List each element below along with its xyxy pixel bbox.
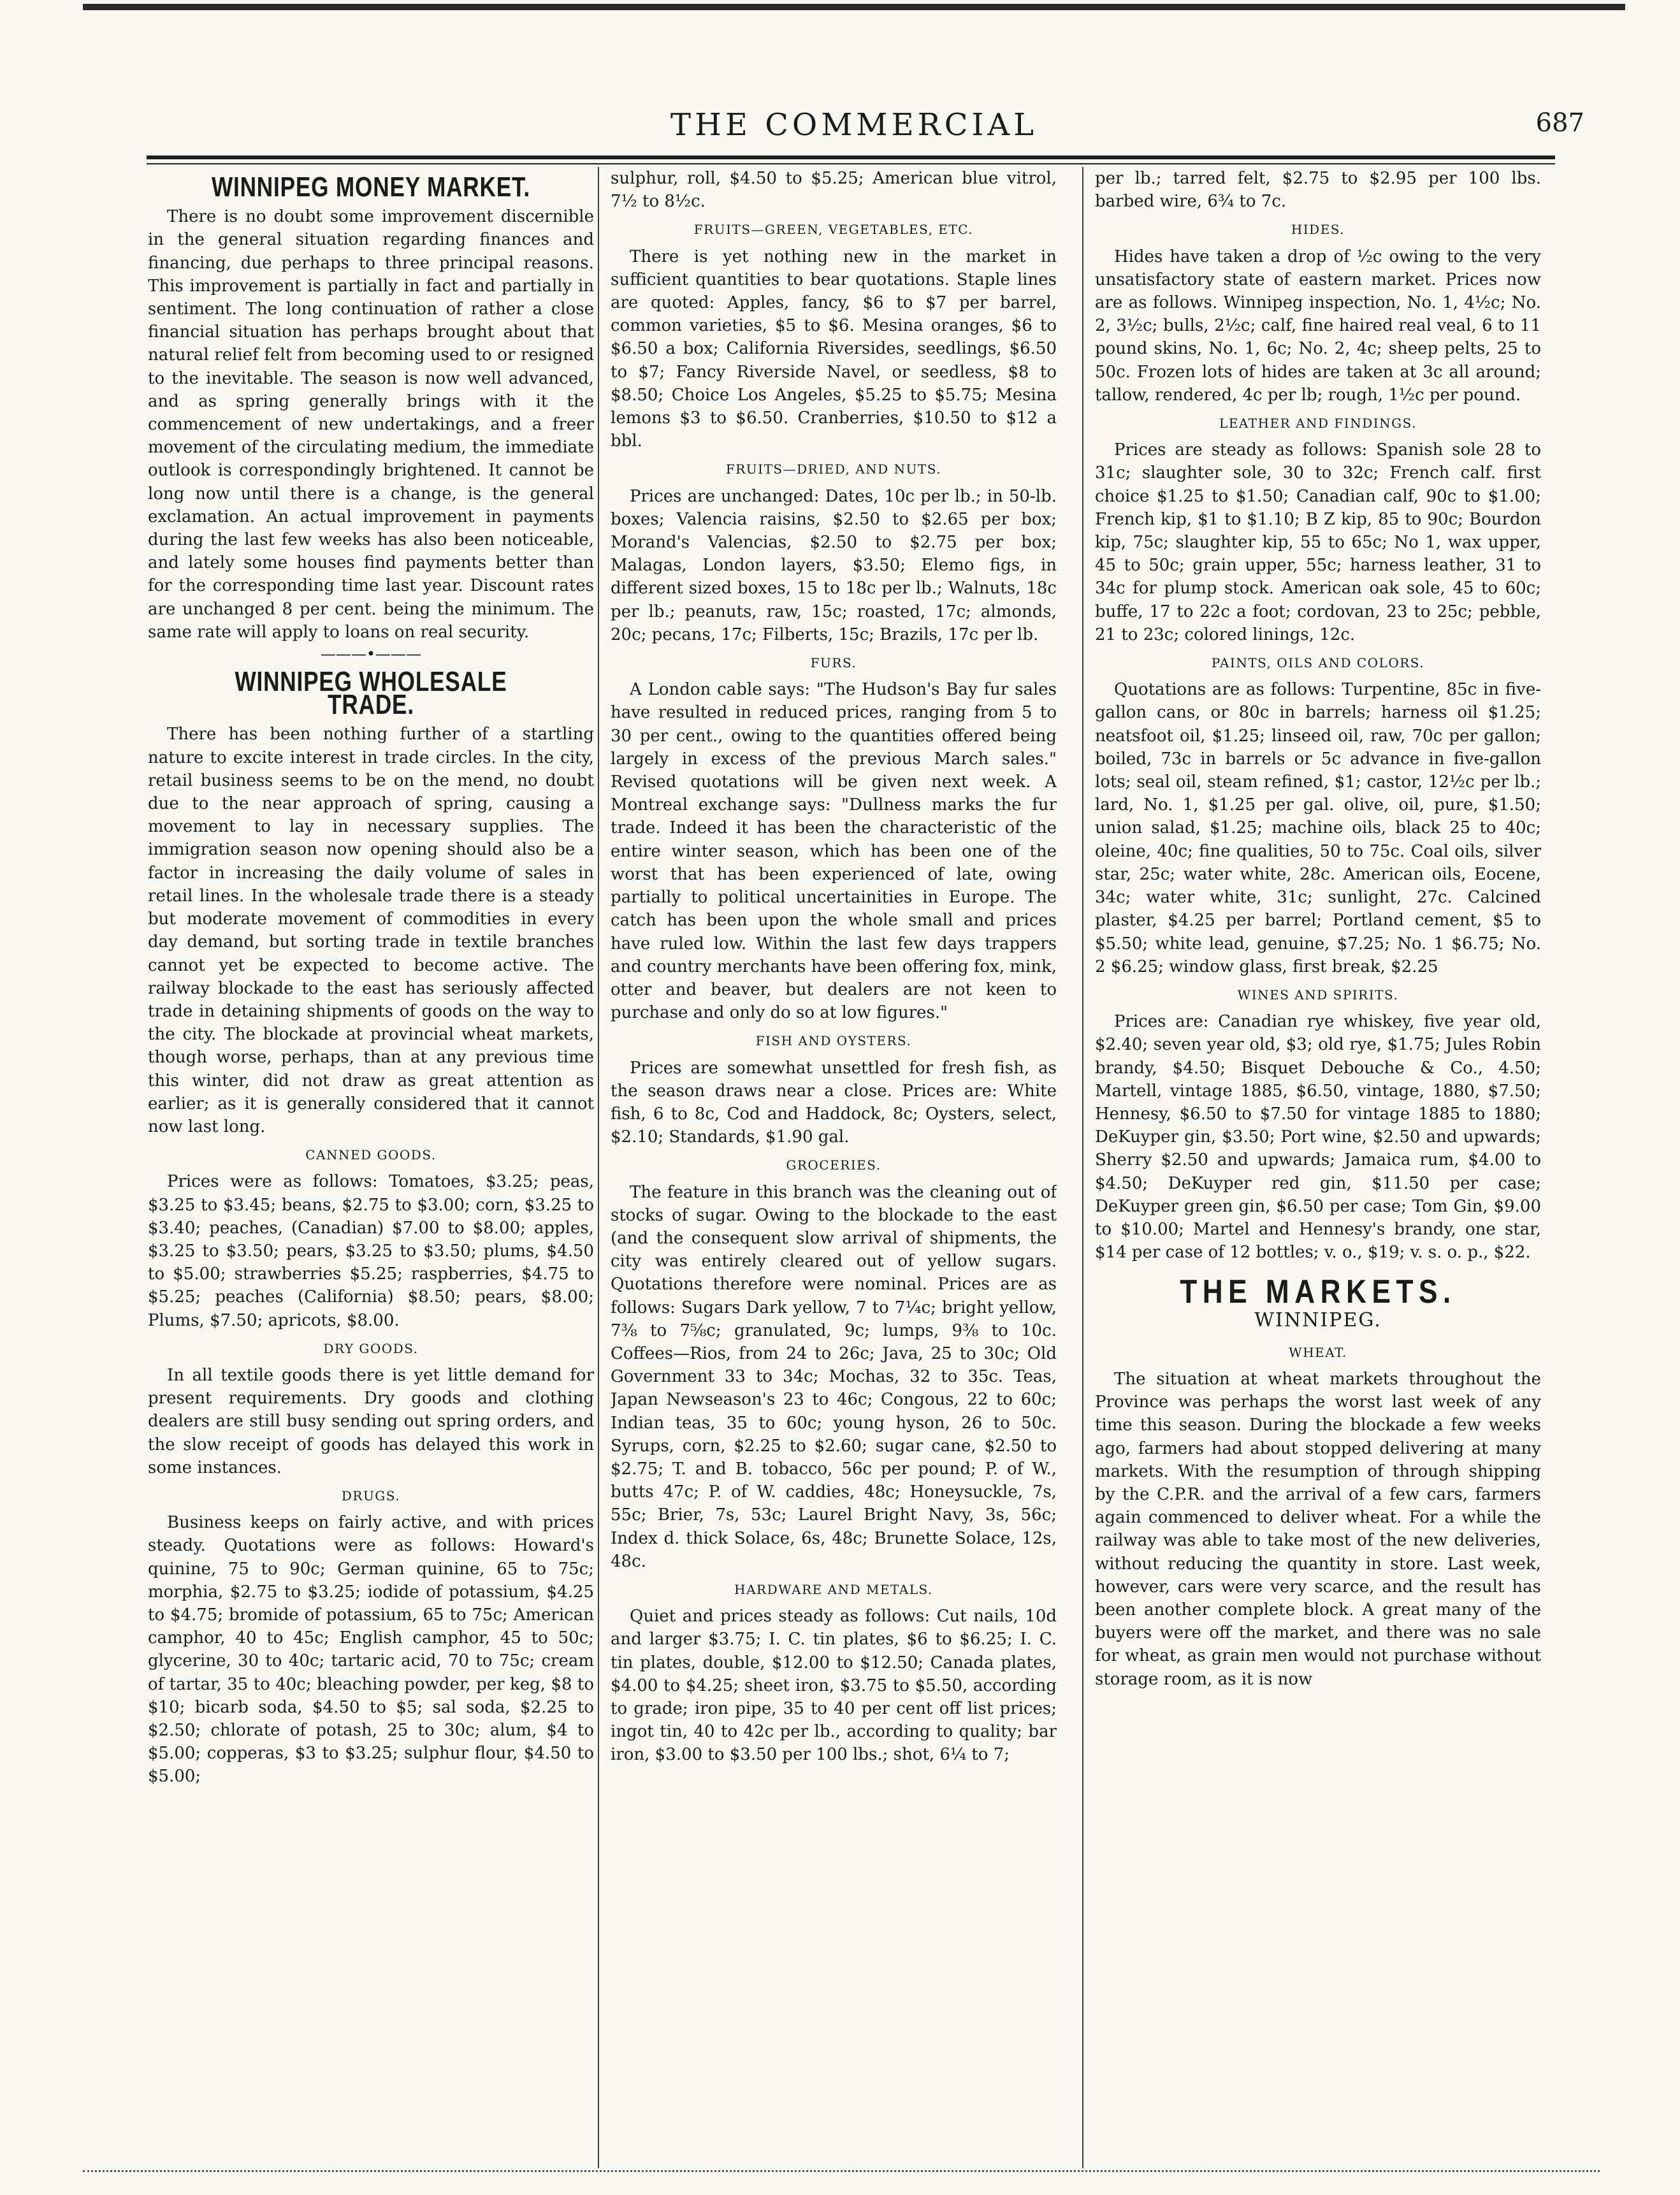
subhead-canned-goods: CANNED GOODS.	[305, 1147, 437, 1163]
page-title: THE COMMERCIAL	[670, 107, 1038, 143]
section-title-wholesale-trade: WINNIPEG WHOLESALE TRADE.	[235, 666, 507, 721]
column-divider-1	[598, 167, 599, 2168]
subhead-drugs: DRUGS.	[341, 1488, 401, 1503]
subhead-dry-goods: DRY GOODS.	[323, 1340, 419, 1356]
wines-spirits-paragraph: Prices are: Canadian rye whiskey, five year old, $2.40; seven year old, $3; old rye, $1.75; Jules Robin brandy, $4.50; Bisquet Debouche & Co., 4.50; Martell, vintage 1885, $6.50, vintage, 1880, $7.50; Hennesy, $6.50 to $7.50 for vintage 1885 to 1880; DeKuyper gin, $3.50; Port wine, $2.50 and upwards; Sherry $2.50 and upwards; Jamaica rum, $4.00 to $4.50; DeKuyper red gin, $11.50 per case; DeKuyper green gin, $6.50 per case; Tom Gin, $9.00 to $10.00; Martel and Hennesy's brandy, one star, $14 per case of 12 bottles; v. o., $19; v. s. o. p., $22.	[1095, 1012, 1541, 1263]
column-divider-2	[1082, 167, 1083, 2168]
column-3	[1095, 167, 1541, 2168]
header-rule-thin	[147, 163, 1555, 164]
header-rule-thick	[147, 156, 1555, 159]
money-market-paragraph: There is no doubt some improvement discernible in the general situation regarding finances and financing, due perhaps to three principal reasons. This improvement is partially in fact and partially in sentiment. The long continuation of rather a close financial situation has perhaps brought about that natural relief felt from becoming used to or resigned to the inevitable. The season is now well advanced, and as spring generally brings with it the commencement of new undertakings, and a freer movement of the circulating medium, the immediate outlook is correspondingly brightened. It cannot be long now until there is a change, is the general exclamation. An actual improvement in payments during the last few weeks has also been noticeable, and lately some houses find payments better than for the corresponding time last year. Discount rates are unchanged 8 per cent. being the minimum. The same rate will apply to loans on real security.	[148, 207, 594, 642]
groceries-paragraph: The feature in this branch was the cleaning out of stocks of sugar. Owing to the blockade to the east (and the consequent slow arrival of shipments, the city was entirely cleared out of yellow sugars. Quotations therefore were nominal. Prices are as follows: Sugars Dark yellow, 7 to 7¼c; bright yellow, 7⅜ to 7⅝c; granulated, 9c; lumps, 9⅜ to 10c. Coffees—Rios, from 24 to 26c; Java, 25 to 30c; Old Government 33 to 34c; Mochas, 32 to 35c. Teas, Japan Newseason's 23 to 46c; Congous, 22 to 60c; Indian teas, 35 to 60c; young hyson, 26 to 50c. Syrups, corn, $2.25 to $2.60; sugar cane, $2.50 to $2.75; T. and B. tobacco, 56c per pound; P. of W., butts 47c; P. of W. caddies, 48c; Honeysuckle, 7s, 55c; Brier, 7s, 53c; Laurel Bright Navy, 3s, 56c; Index d. thick Solace, 6s, 48c; Brunette Solace, 12s, 48c.	[611, 1182, 1057, 1571]
drugs-continued-paragraph: sulphur, roll, $4.50 to $5.25; American blue vitrol, 7½ to 8½c.	[611, 169, 1057, 212]
subhead-fruits-dried: FRUITS—DRIED, AND NUTS.	[725, 461, 942, 477]
hardware-continued-paragraph: per lb.; tarred felt, $2.75 to $2.95 per 100 lbs. barbed wire, 6¾ to 7c.	[1095, 169, 1541, 212]
subhead-leather-findings: LEATHER AND FINDINGS.	[1219, 416, 1417, 431]
hides-paragraph: Hides have taken a drop of ½c owing to the very unsatisfactory state of eastern market. Prices now are as follows. Winnipeg inspection, No. 1, 4½c; No. 2, 3½c; bulls, 2½c; calf, fine haired real veal, 6 to 11 pound skins, No. 1, 6c; No. 2, 4c; sheep pelts, 25 to 50c. Frozen lots of hides are taken at 3c all around; tallow, rendered, 4c per lb; rough, 1½c per pound.	[1095, 247, 1541, 405]
subhead-hardware-metals: HARDWARE AND METALS.	[734, 1581, 933, 1597]
subhead-hides: HIDES.	[1291, 222, 1345, 238]
section-ornament: ———•———	[320, 645, 422, 663]
subhead-paints-oils: PAINTS, OILS AND COLORS.	[1211, 655, 1425, 671]
column-1	[148, 167, 594, 2168]
top-border-rule	[83, 4, 1625, 10]
subhead-wines-spirits: WINES AND SPIRITS.	[1237, 987, 1399, 1003]
subhead-fish-oysters: FISH AND OYSTERS.	[755, 1033, 912, 1049]
drugs-paragraph: Business keeps on fairly active, and with prices steady. Quotations were as follows: Howard's quinine, 75 to 90c; German quinine, 65 to 75c; morphia, $2.75 to $3.25; iodide of potassium, $4.25 to $4.75; bromide of potassium, 65 to 75c; American camphor, 40 to 45c; English camphor, 45 to 50c; glycerine, 30 to 40c; tartaric acid, 70 to 75c; cream of tartar, 35 to 40c; bleaching powder, per keg, $8 to $10; bicarb soda, $4.50 to $5; sal soda, $2.25 to $2.50; chlorate of potash, 25 to 30c; alum, $4 to $5.00; copperas, $3 to $3.25; sulphur flour, $4.50 to $5.00;	[148, 1513, 594, 1786]
leather-findings-paragraph: Prices are steady as follows: Spanish sole 28 to 31c; slaughter sole, 30 to 32c; French calf. first choice $1.25 to $1.50; Canadian calf, 90c to $1.00; French kip, $1 to $1.10; B Z kip, 85 to 90c; Bourdon kip, 75c; slaughter kip, 55 to 65c; No 1, wax upper, 45 to 50c; grain upper, 55c; harness leather, 31 to 34c for plump stock. American oak sole, 45 to 60c; buffe, 17 to 22c a foot; cordovan, 23 to 25c; pebble, 21 to 23c; colored linings, 12c.	[1095, 440, 1541, 644]
paints-oils-paragraph: Quotations are as follows: Turpentine, 85c in five-gallon cans, or 80c in barrels; harness oil $1.25; neatsfoot oil, $1.25; linseed oil, raw, 70c per gallon; boiled, 73c in barrels or 5c advance in five-gallon lots; seal oil, steam refined, $1; castor, 12½c per lb.; lard, No. 1, $1.25 per gal. olive, oil, pure, $1.50; union salad, $1.25; machine oils, black 25 to 40c; oleine, 40c; fine qualities, 50 to 75c. Coal oils, silver star, 25c; water white, 28c. American oils, Eocene, 34c; water white, 31c; sunlight, 27c. Calcined plaster, $4.25 per barrel; Portland cement, $5 to $5.50; white lead, genuine, $7.25; No. 1 $6.75; No. 2 $6.25; window glass, first break, $2.25	[1095, 680, 1541, 976]
wheat-paragraph: The situation at wheat markets throughout the Province was perhaps the worst last week of any time this season. During the blockade a few weeks ago, farmers had about stopped delivering at many markets. With the resumption of through shipping by the C.P.R. and the arrival of a few cars, farmers again commenced to deliver wheat. For a while the railway was able to take most of the new deliveries, without reducing the quantity in store. Last week, however, cars were very scarce, and the result has been another complete block. A great many of the buyers were off the market, and there was no sale for wheat, as grain men would not purchase without storage room, as it is now	[1095, 1369, 1541, 1689]
dry-goods-paragraph: In all textile goods there is yet little demand for present requirements. Dry goods and clothing dealers are still busy sending out spring orders, and the slow receipt of goods has delayed this work in some instances.	[148, 1365, 594, 1477]
fruits-green-paragraph: There is yet nothing new in the market in sufficient quantities to bear quotations. Staple lines are quoted: Apples, fancy, $6 to $7 per barrel, common varieties, $5 to $6. Mesina oranges, $6 to $6.50 a box; California Riversides, seedlings, $6.50 to $7; Fancy Riverside Navel, or seedless, $8 to $8.50; Choice Los Angeles, $5.25 to $5.75; Mesina lemons $3 to $6.50. Cranberries, $10.50 to $12 a bbl.	[611, 247, 1057, 451]
section-title-money-market: WINNIPEG MONEY MARKET.	[211, 171, 530, 203]
section-title-the-markets: THE MARKETS.	[1180, 1273, 1456, 1311]
column-2	[611, 167, 1057, 2168]
markets-city-heading: WINNIPEG.	[1254, 1308, 1382, 1331]
page-number: 687	[1535, 108, 1584, 138]
hardware-metals-paragraph: Quiet and prices steady as follows: Cut nails, 10d and larger $3.75; I. C. tin plates, $6 to $6.25; I. C. tin plates, double, $12.00 to $12.50; Canada plates, $4.00 to $4.25; sheet iron, $3.75 to $5.50, according to grade; iron pipe, 35 to 40 per cent off list prices; ingot tin, 40 to 42c per lb., according to quality; bar iron, $3.00 to $3.50 per 100 lbs.; shot, 6¼ to 7;	[611, 1607, 1057, 1765]
bottom-scan-artifact	[83, 2170, 1600, 2175]
subhead-fruits-green: FRUITS—GREEN, VEGETABLES, ETC.	[693, 222, 974, 238]
subhead-furs: FURS.	[810, 655, 857, 671]
subhead-groceries: GROCERIES.	[786, 1157, 881, 1173]
canned-goods-paragraph: Prices were as follows: Tomatoes, $3.25; peas, $3.25 to $3.45; beans, $2.75 to $3.00; corn, $3.25 to $3.40; peaches, (Canadian) $7.00 to $8.00; apples, $3.25 to $3.50; pears, $3.25 to $3.50; plums, $4.50 to $5.00; strawberries $5.25; raspberries, $4.75 to $5.25; peaches (California) $8.50; pears, $8.00; Plums, $7.50; apricots, $8.00.	[148, 1172, 594, 1330]
wholesale-trade-paragraph: There has been nothing further of a startling nature to excite interest in trade circles. In the city, retail business seems to be on the mend, no doubt due to the near approach of spring, causing a movement to lay in necessary supplies. The immigration season now opening should also be a factor in increasing the daily volume of sales in retail lines. In the wholesale trade there is a steady but moderate movement of commodities in every day demand, but sorting trade in textile branches cannot yet be expected to become active. The railway blockade to the east has seriously affected trade in detaining shipments of goods on the way to the city. The blockade at provincial wheat markets, though worse, perhaps, than at any previous time this winter, did not draw as great attention as earlier; as it is generally considered that it cannot now last long.	[148, 725, 594, 1136]
subhead-wheat: WHEAT.	[1289, 1344, 1347, 1360]
furs-paragraph: A London cable says: "The Hudson's Bay fur sales have resulted in reduced prices, ranging from 5 to 30 per cent., owing to the quantities offered being largely in excess of the previous March sales." Revised quotations will be given next week. A Montreal exchange says: "Dullness marks the fur trade. Indeed it has been the characteristic of the entire winter season, which has been one of the worst that has been experienced of late, owing partially to political uncertainities in Europe. The catch has been upon the whole small and prices have ruled low. Within the last few days trappers and country merchants have been offering fox, mink, otter and beaver, but dealers are not keen to purchase and only do so at low figures."	[611, 680, 1057, 1023]
fish-oysters-paragraph: Prices are somewhat unsettled for fresh fish, as the season draws near a close. Prices are: White fish, 6 to 8c, Cod and Haddock, 8c; Oysters, select, $2.10; Standards, $1.90 gal.	[611, 1058, 1057, 1147]
fruits-dried-paragraph: Prices are unchanged: Dates, 10c per lb.; in 50-lb. boxes; Valencia raisins, $2.50 to $2.65 per box; Morand's Valencias, $2.50 to $2.75 per box; Malagas, London layers, $3.50; Elemo figs, in different sized boxes, 15 to 18c per lb.; Walnuts, 18c per lb.; peanuts, raw, 15c; roasted, 17c; almonds, 20c; pecans, 17c; Filberts, 15c; Brazils, 17c per lb.	[611, 486, 1057, 644]
